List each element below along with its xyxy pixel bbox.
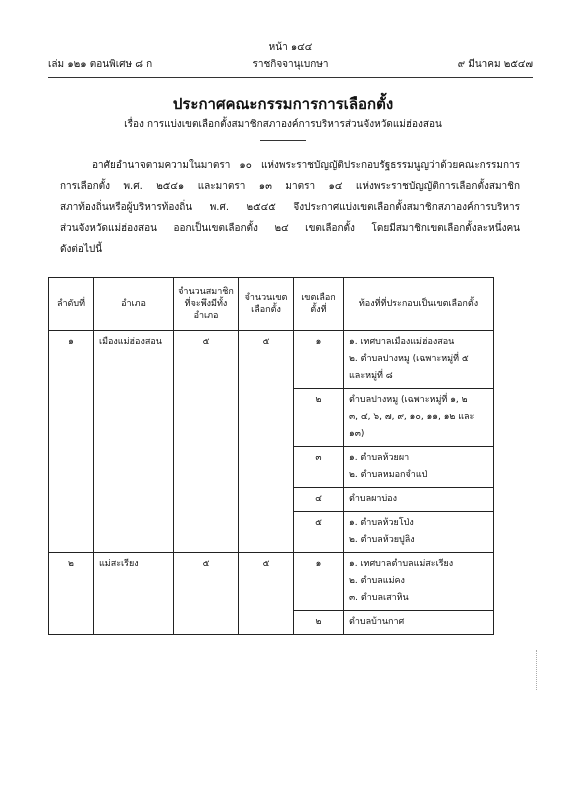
table-body: [49, 331, 494, 635]
header-members: จำนวนสมาชิกที่จะพึงมีทั้งอำเภอ: [174, 278, 239, 331]
document-title: ประกาศคณะกรรมการการเลือกตั้ง: [172, 95, 394, 113]
scan-mark: [536, 650, 539, 690]
electoral-district-table: [48, 277, 494, 635]
members-cell: ๕: [174, 331, 239, 553]
areas-cell: [344, 447, 494, 488]
volume-issue: เล่ม ๑๒๑ ตอนพิเศษ ๘ ก: [48, 59, 153, 70]
zone-number-cell: ๑: [294, 553, 344, 611]
area-line: ๑. ตำบลห้วยผา: [349, 453, 410, 463]
gazette-header: [48, 40, 533, 80]
areas-cell: [344, 611, 494, 635]
header-divider: [48, 77, 533, 78]
areas-cell: [344, 553, 494, 611]
header-areas: ท้องที่ที่ประกอบเป็นเขตเลือกตั้ง: [344, 278, 494, 331]
area-line: ๓, ๔, ๖, ๗, ๙, ๑๐, ๑๑, ๑๒ และ: [349, 412, 475, 422]
area-line: ตำบลปางหมู (เฉพาะหมู่ที่ ๑, ๒: [349, 395, 468, 405]
area-line: ตำบลบ้านกาศ: [349, 617, 405, 627]
order-cell: ๒: [49, 553, 94, 635]
district-cell: แม่สะเรียง: [94, 553, 174, 635]
zone-number-cell: ๒: [294, 611, 344, 635]
zone-number-cell: ๕: [294, 512, 344, 553]
header-zones: จำนวนเขตเลือกตั้ง: [239, 278, 294, 331]
zone-number-cell: ๒: [294, 389, 344, 447]
area-line: ๓. ตำบลเสาหิน: [349, 593, 409, 603]
area-line: ๑. เทศบาลตำบลแม่สะเรียง: [349, 559, 454, 569]
members-cell: ๕: [174, 553, 239, 635]
zone-number-cell: ๓: [294, 447, 344, 488]
body-paragraph: [60, 155, 520, 260]
body-line: การเลือกตั้ง พ.ศ. ๒๕๔๑ และมาตรา ๑๓ มาตรา ๑๔ แห่งพระราชบัญญัติการเลือกตั้งสมาชิก: [60, 181, 520, 192]
area-line: ๒. ตำบลปางหมู (เฉพาะหมู่ที่ ๕: [349, 354, 469, 364]
area-line: ๒. ตำบลแม่คง: [349, 576, 405, 586]
areas-cell: [344, 331, 494, 389]
header-order: ลำดับที่: [49, 278, 94, 331]
body-line: ส่วนจังหวัดแม่ฮ่องสอน ออกเป็นเขตเลือกตั้ง ๒๔ เขตเลือกตั้ง โดยมีสมาชิกเขตเลือกตั้งละหนึ่งคน: [60, 223, 520, 234]
page-number: หน้า ๑๔๔: [268, 42, 313, 53]
areas-cell: [344, 512, 494, 553]
area-line: ๒. ตำบลห้วยปูลิง: [349, 535, 415, 545]
area-line: ๑. เทศบาลเมืองแม่ฮ่องสอน: [349, 337, 455, 347]
order-cell: ๑: [49, 331, 94, 553]
zone-number-cell: ๑: [294, 331, 344, 389]
area-line: ๒. ตำบลหมอกจำแป่: [349, 470, 428, 480]
zones-cell: ๕: [239, 331, 294, 553]
areas-cell: [344, 488, 494, 512]
area-line: ตำบลผาบ่อง: [349, 494, 397, 504]
district-cell: เมืองแม่ฮ่องสอน: [94, 331, 174, 553]
title-separator: [260, 140, 306, 141]
area-line: ๑. ตำบลห้วยโป่ง: [349, 518, 414, 528]
zones-cell: ๕: [239, 553, 294, 635]
area-line: ๑๓): [349, 429, 365, 439]
document-subject: เรื่อง การแบ่งเขตเลือกตั้งสมาชิกสภาองค์การบริหารส่วนจังหวัดแม่ฮ่องสอน: [124, 119, 442, 130]
publish-date: ๙ มีนาคม ๒๕๔๗: [457, 59, 533, 70]
body-line: อาศัยอำนาจตามความในมาตรา ๑๐ แห่งพระราชบัญญัติประกอบรัฐธรรมนูญว่าด้วยคณะกรรมการ: [92, 160, 520, 171]
zone-number-cell: ๔: [294, 488, 344, 512]
table-row: [49, 553, 494, 611]
gazette-name: ราชกิจจานุเบกษา: [252, 59, 329, 70]
header-zone-no: เขตเลือกตั้งที่: [294, 278, 344, 331]
body-line: สภาท้องถิ่นหรือผู้บริหารท้องถิ่น พ.ศ. ๒๕๔๕ จึงประกาศแบ่งเขตเลือกตั้งสมาชิกสภาองค์การบริหาร: [60, 202, 520, 213]
areas-cell: [344, 389, 494, 447]
table-row: [49, 331, 494, 389]
table-header-row: [49, 278, 494, 331]
header-district: อำเภอ: [94, 278, 174, 331]
area-line: และหมู่ที่ ๘: [349, 371, 393, 381]
body-line: ดังต่อไปนี้: [60, 244, 103, 255]
